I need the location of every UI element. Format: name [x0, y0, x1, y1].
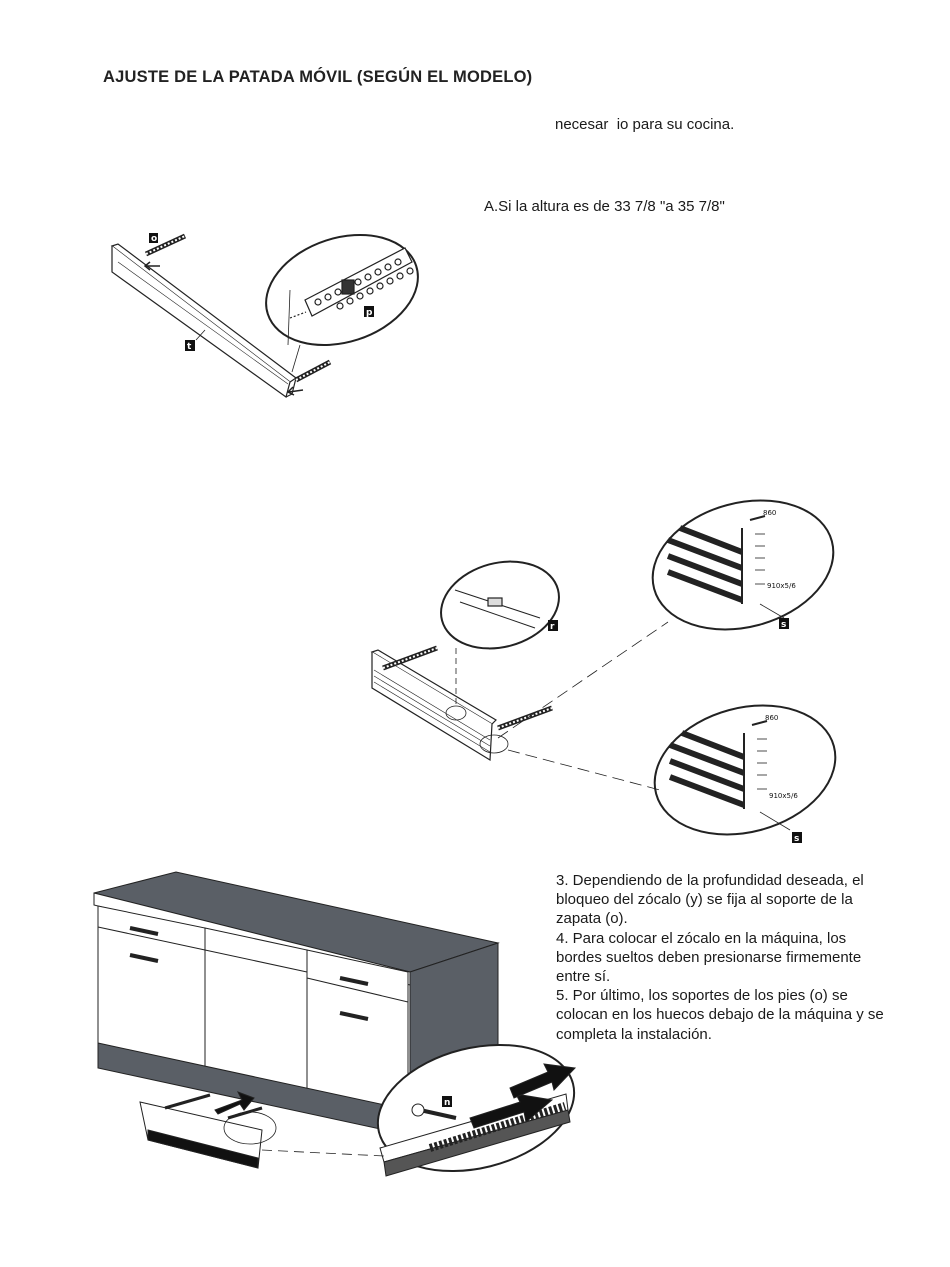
step-4: 4. Para colocar el zócalo en la máquina, los bordes sueltos deben presionarse firmemente entre sí.: [556, 929, 862, 986]
instruction-steps: [556, 871, 886, 1044]
figure-kickboard-profile: [372, 481, 850, 853]
clip-right: [296, 362, 330, 380]
label-t: t: [187, 342, 192, 352]
label-s-top: s: [781, 620, 787, 630]
page-title: AJUSTE DE LA PATADA MÓVIL (SEGÚN EL MODELO): [103, 68, 533, 86]
scale-label-top-2: 860: [765, 714, 779, 722]
figure-cabinet-install: [94, 872, 588, 1190]
profile-zoom-top: [638, 481, 848, 648]
scale-label-bottom-2: 910x5/6: [769, 792, 798, 800]
step-3: 3. Dependiendo de la profundidad deseada, el bloqueo del zócalo (y) se fija al soporte de la zapata (o).: [556, 872, 864, 928]
scale-label-top: 860: [763, 509, 777, 517]
label-s-bottom: s: [794, 834, 800, 844]
label-o: o: [151, 234, 158, 244]
figure-kickboard-clips: [112, 216, 432, 397]
label-p: p: [366, 308, 373, 318]
scale-label-bottom: 910x5/6: [767, 582, 796, 590]
profile-zoom-bottom: [640, 686, 850, 853]
intro-text: necesar io para su cocina.: [555, 116, 735, 133]
height-note: A.Si la altura es de 33 7/8 "a 35 7/8": [484, 198, 725, 215]
step-5: 5. Por último, los soportes de los pies (o) se colocan en los huecos debajo de la máquina y se completa la instalación.: [556, 987, 884, 1043]
label-n: n: [444, 1098, 451, 1108]
label-r: r: [550, 622, 555, 632]
